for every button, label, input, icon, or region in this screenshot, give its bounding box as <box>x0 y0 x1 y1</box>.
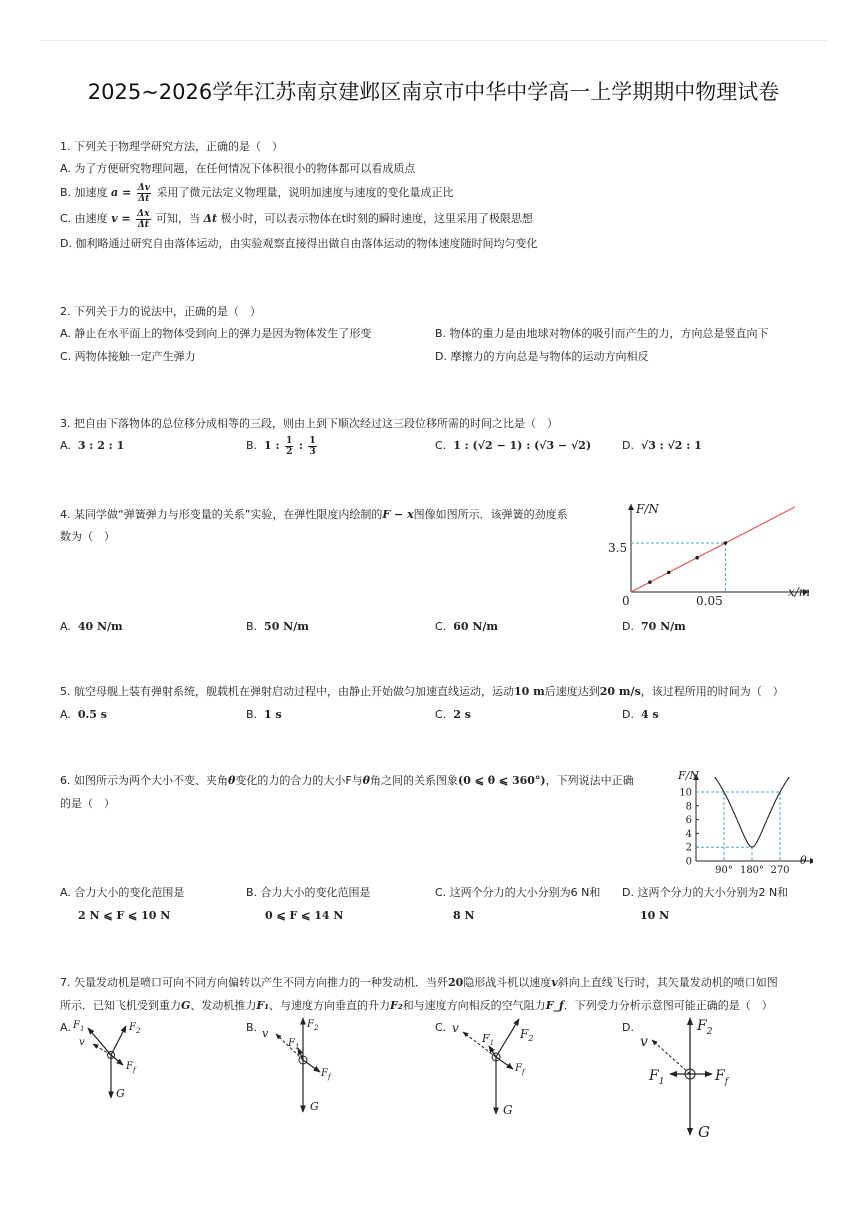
q6-ytick-label-10: 10 <box>679 787 692 799</box>
q7-diagram-b <box>262 1018 332 1113</box>
q6-option-d-line1: D. 这两个分力的大小分别为2 N和 <box>622 886 789 899</box>
svg-text:Ff: $F_f$ <box>715 1068 729 1087</box>
q6-option-c-line2: 8 N <box>453 909 475 922</box>
svg-text:F2: $F_2$ <box>520 1027 534 1043</box>
q1-b-prefix: B. 加速度 <box>60 186 108 199</box>
q3-stem: 3. 把自由下落物体的总位移分成相等的三段，则由上到下顺次经过这三段位移所需的时间之比是（ ） <box>60 417 558 430</box>
svg-text:Ff: $F_f$ <box>126 1061 136 1074</box>
q3-b-value: 1 : <box>264 439 280 452</box>
q5-option-c: C. 2 s <box>435 708 471 721</box>
q2-option-a: A. 静止在水平面上的物体受到向上的弹力是因为物体发生了形变 <box>60 327 372 340</box>
svg-text:G: G <box>698 1123 710 1141</box>
q6-option-a-line2: 2 N ⩽ F ⩽ 10 N <box>78 909 171 922</box>
q4-chart-xlabel: x/m <box>788 585 811 599</box>
svg-text:F1: $F_1$ <box>73 1020 85 1033</box>
q4-chart-ylabel: F/N <box>636 502 659 516</box>
page-title: 2025~2026学年江苏南京建邺区南京市中华中学高一上学期期中物理试卷 <box>87 80 780 104</box>
q2-option-d: D. 摩擦力的方向总是与物体的运动方向相反 <box>435 350 649 363</box>
q7-diagram-a <box>72 1020 141 1100</box>
q3-d-value: √3 : √2 : 1 <box>640 439 702 452</box>
q6-stem-line2: 的是（ ） <box>60 797 115 810</box>
q5-option-d: D. 4 s <box>622 708 659 721</box>
header-divider <box>40 40 827 41</box>
q7-diagram-d <box>640 1018 730 1141</box>
q6-option-a-line1: A. 合力大小的变化范围是 <box>60 886 185 899</box>
q6-chart-ylabel: F/N <box>678 769 699 782</box>
q3-option-a: A. 3 : 2 : 1 <box>60 439 125 452</box>
q4-chart-ytick: 3.5 <box>608 541 628 555</box>
q7-diagram-c <box>452 1019 533 1117</box>
svg-text:Ff: $F_f$ <box>321 1068 331 1081</box>
q1-b-fraction: $\frac{\Delta v}{\Delta t}$ <box>137 182 150 204</box>
q6-option-b-line2: 0 ⩽ F ⩽ 14 N <box>265 909 344 922</box>
q3-option-c: C. 1 : (√2 − 1) : (√3 − √2) <box>435 439 592 452</box>
svg-text:G: G <box>503 1103 513 1117</box>
q7-force-diagrams <box>0 1010 867 1150</box>
q1-c-dt: Δt <box>203 212 218 225</box>
q6-curve <box>715 777 790 847</box>
q4-data-point-2 <box>667 571 671 575</box>
q6-stem-line1: 6. 如图所示为两个大小不变、夹角θ变化的力的合力的大小F与θ角之间的关系图象(0 ⩽ θ ⩽ 360°)，下列说法中正确 <box>60 774 634 787</box>
q6-xtick-label-270: 270 <box>770 865 790 876</box>
q7-option-d-label: D. <box>622 1021 634 1034</box>
q3-option-b: B. 1 : $\frac{1}{2}$ : $\frac{1}{3}$ <box>246 435 316 457</box>
q5-option-b: B. 1 s <box>246 708 282 721</box>
q1-c-text: 极小时，可以表示物体在t时刻的瞬时速度，这里采用了极限思想 <box>220 212 533 225</box>
q4-chart-xtick: 0.05 <box>696 594 723 608</box>
q1-option-b <box>60 180 453 206</box>
q1-option-d: D. 伽利略通过研究自由落体运动，由实验观察直接得出做自由落体运动的物体速度随时间均匀变化 <box>60 237 538 250</box>
q5-stem: 5. 航空母舰上装有弹射系统，舰载机在弹射启动过程中，由静止开始做匀加速直线运动，运动10 m后速度达到20 m/s，该过程所用的时间为（ ） <box>60 685 784 698</box>
q6-resultant-force-chart <box>648 766 813 878</box>
q5-option-a: A. 0.5 s <box>60 708 107 721</box>
q1-b-formula: a = <box>111 186 132 199</box>
q3-b-fraction-2: $\frac{1}{3}$ <box>309 435 316 457</box>
q4-data-point-3 <box>695 556 699 560</box>
q6-chart-xlabel: θ <box>800 854 807 867</box>
q6-ytick-label-4: 4 <box>685 828 692 840</box>
q1-c-mid: 可知，当 <box>156 212 200 225</box>
q3-option-d: D. √3 : √2 : 1 <box>622 439 702 452</box>
q2-option-c: C. 两物体接触一定产生弹力 <box>60 350 196 363</box>
svg-text:F1: $F_1$ <box>649 1068 665 1087</box>
svg-text:F2: $F_2$ <box>697 1018 713 1037</box>
q4-stem-line1: 4. 某同学做“弹簧弹力与形变量的关系”实验，在弹性限度内绘制的F − x图像如图所示．该弹簧的劲度系 <box>60 508 568 521</box>
svg-text:F2: $F_2$ <box>129 1022 141 1035</box>
svg-text:F1: $F_1$ <box>288 1038 300 1051</box>
q1-option-c <box>60 206 533 232</box>
q4-option-b: B. 50 N/m <box>246 620 309 633</box>
q6-ytick-label-0: 0 <box>685 856 692 868</box>
q6-ytick-label-2: 2 <box>685 842 692 854</box>
q4-stem-math: F − x <box>382 508 414 521</box>
q7-option-b-label: B. <box>246 1021 258 1034</box>
q6-option-c-line1: C. 这两个分力的大小分别为6 N和 <box>435 886 601 899</box>
q4-y-arrow <box>628 504 634 510</box>
q1-c-fraction: $\frac{\Delta x}{\Delta t}$ <box>137 208 150 230</box>
q2-option-b: B. 物体的重力是由地球对物体的吸引而产生的力，方向总是竖直向下 <box>435 327 769 340</box>
svg-text:G: G <box>116 1087 125 1100</box>
q1-stem: 1. 下列关于物理学研究方法，正确的是（ ） <box>60 140 283 153</box>
q6-option-b-line1: B. 合力大小的变化范围是 <box>246 886 371 899</box>
q4-chart-origin: 0 <box>622 594 630 608</box>
q7-stem-line2: 所示．已知飞机受到重力G、发动机推力F₁、与速度方向垂直的升力F₂和与速度方向相反的空气阻力F_f．下列受力分析示意图可能正确的是（ ） <box>60 999 773 1012</box>
q3-a-value: 3 : 2 : 1 <box>77 439 125 452</box>
svg-text:F2: $F_2$ <box>307 1019 319 1032</box>
q6-xtick-label-90: 90° <box>715 865 733 876</box>
svg-text:v: v <box>452 1021 459 1035</box>
svg-text:Ff: $F_f$ <box>515 1063 525 1076</box>
q6-xtick-label-180: 180° <box>739 865 765 876</box>
q4-spring-chart <box>600 498 815 613</box>
q6-option-d-line2: 10 N <box>640 909 670 922</box>
q4-option-c: C. 60 N/m <box>435 620 499 633</box>
q3-b-fraction-1: $\frac{1}{2}$ <box>286 435 293 457</box>
q2-stem: 2. 下列关于力的说法中，正确的是（ ） <box>60 305 261 318</box>
svg-text:F1: $F_1$ <box>482 1032 495 1047</box>
q3-c-value: 1 : (√2 − 1) : (√3 − √2) <box>453 439 592 452</box>
q1-c-formula: v = <box>111 212 131 225</box>
q6-ytick-label-6: 6 <box>685 815 692 827</box>
q4-data-point-4 <box>724 541 728 545</box>
q4-data-point-1 <box>648 580 652 584</box>
q7-option-c-label: C. <box>435 1021 447 1034</box>
q6-ytick-label-8: 8 <box>685 801 692 813</box>
q1-option-a: A. 为了方便研究物理问题，在任何情况下体积很小的物体都可以看成质点 <box>60 162 416 175</box>
svg-text:G: G <box>310 1100 319 1113</box>
q4-stem-line2: 数为（ ） <box>60 530 115 543</box>
svg-text:v: v <box>79 1037 85 1048</box>
q6-x-arrow <box>810 858 813 864</box>
svg-text:v: v <box>262 1027 269 1040</box>
q1-c-prefix: C. 由速度 <box>60 212 108 225</box>
svg-text:v: v <box>640 1034 648 1050</box>
q7-option-a-label: A. <box>60 1021 71 1034</box>
q4-option-d: D. 70 N/m <box>622 620 686 633</box>
q4-fit-line <box>631 507 795 592</box>
q4-option-a: A. 40 N/m <box>60 620 123 633</box>
q1-b-text: 采用了微元法定义物理量，说明加速度与速度的变化量成正比 <box>156 186 454 199</box>
q7-stem-line1: 7. 矢量发动机是喷口可向不同方向偏转以产生不同方向推力的一种发动机．当歼20隐形战斗机以速度v斜向上直线飞行时，其矢量发动机的喷口如图 <box>60 976 778 989</box>
